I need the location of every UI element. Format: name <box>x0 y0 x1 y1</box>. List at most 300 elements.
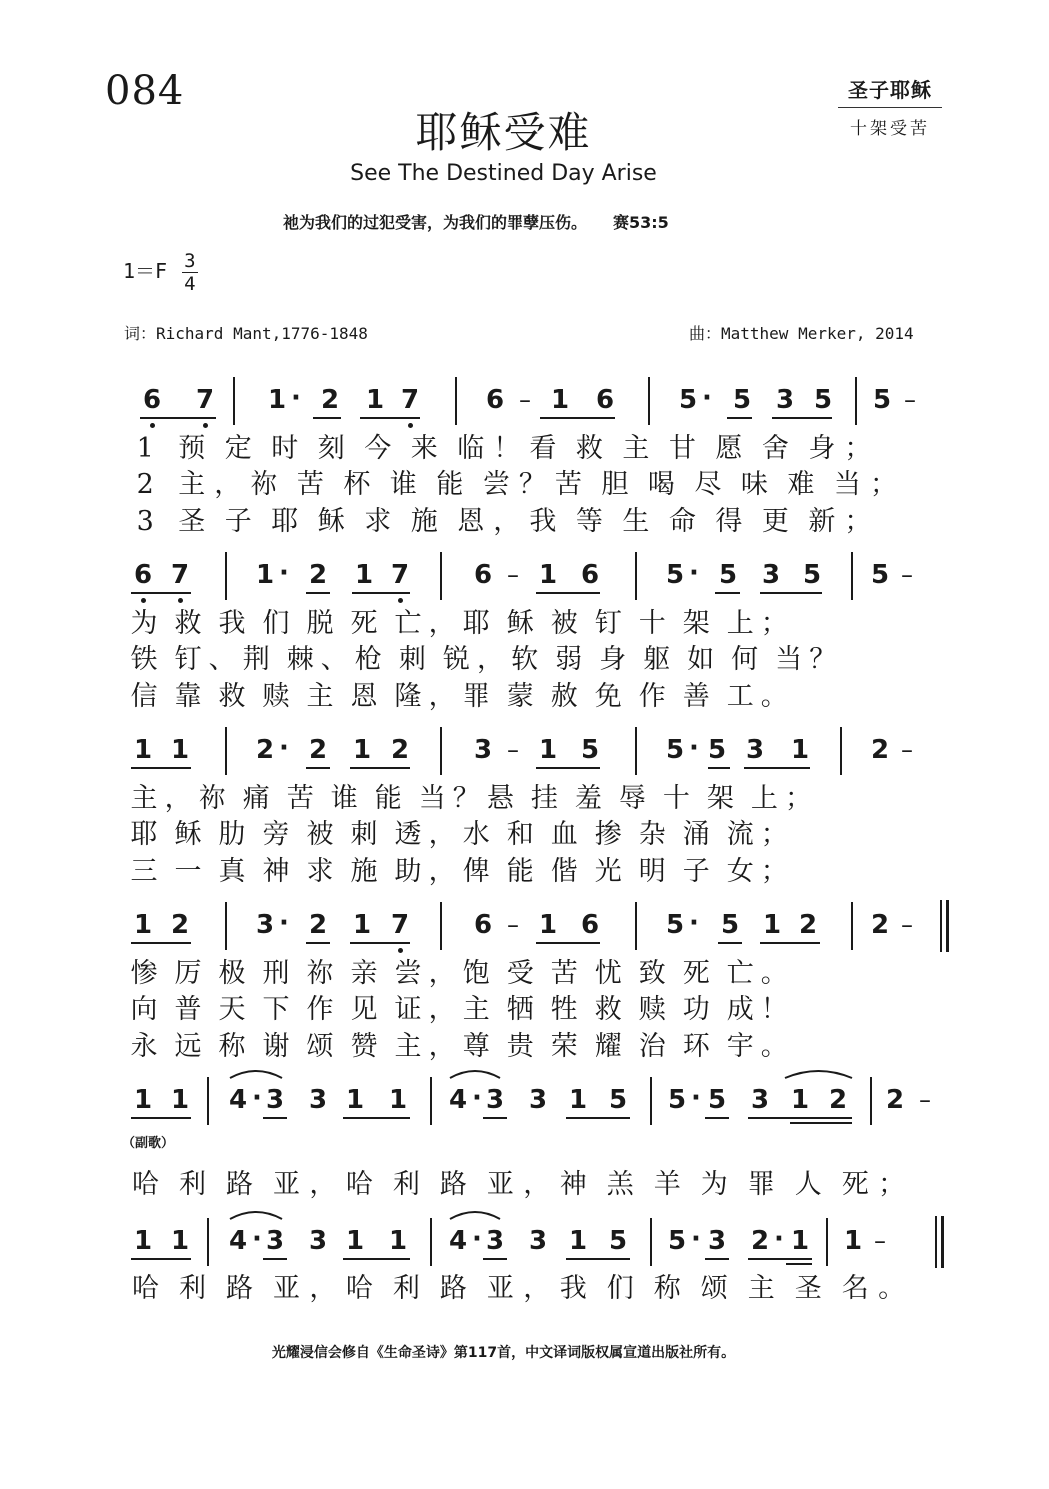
lyric-char: 女 <box>726 856 754 887</box>
note: 3 <box>750 1085 770 1115</box>
lyric-char: 等 <box>575 506 603 537</box>
note: 4 <box>448 1226 468 1256</box>
lyric-char: ， <box>428 1031 456 1062</box>
note: 3 <box>707 1226 727 1256</box>
lyric-char: ！ <box>760 994 788 1025</box>
lyric-char: ； <box>878 1169 906 1200</box>
lyric-char: 牺 <box>506 994 534 1025</box>
lyric-char: ， <box>428 958 456 989</box>
lyric-char: 主 <box>622 433 650 464</box>
lyric-char: 下 <box>262 994 290 1025</box>
slur-arc <box>230 1071 282 1078</box>
lyric-char: 治 <box>638 1031 666 1062</box>
lyric-char: 味 <box>740 469 768 500</box>
lyric-char: 悬 <box>486 783 514 814</box>
lyric-char: 亚 <box>273 1273 300 1304</box>
note: 4 <box>228 1085 248 1115</box>
lyric-char: 我 <box>218 608 246 639</box>
note: 3 <box>308 1226 328 1256</box>
lyric-char: ； <box>760 856 788 887</box>
lyric-char: 宇 <box>726 1031 754 1062</box>
note: 2 <box>308 735 328 765</box>
lyric-char: ， <box>428 608 456 639</box>
lyric-char: 尊 <box>462 1031 490 1062</box>
lyric-char: ， <box>428 681 456 712</box>
time-top: 3 <box>184 250 196 272</box>
lyric-char: ， <box>309 1169 337 1200</box>
augmentation-dot: · <box>252 1224 262 1254</box>
lyric-char: 靠 <box>174 681 202 712</box>
lyric-char: 罪 <box>462 681 490 712</box>
category-main: 圣子耶稣 <box>838 74 942 108</box>
lyric-char: 定 <box>224 433 252 464</box>
note: 1 <box>170 1085 190 1115</box>
lyric-char: 主 <box>462 994 490 1025</box>
lyric-char: 远 <box>174 1031 202 1062</box>
lyric-char: 蒙 <box>506 681 534 712</box>
lyric-char: 主 <box>306 681 334 712</box>
note: 1 <box>388 1085 408 1115</box>
lyric-char: 被 <box>550 608 578 639</box>
lyric-char: 今 <box>364 433 392 464</box>
lyric-char: 贵 <box>506 1031 534 1062</box>
augmentation-dot: · <box>689 908 699 938</box>
lyric-char: 上 <box>726 608 754 639</box>
note: 6 <box>142 385 162 415</box>
lyric-char: 谁 <box>389 469 417 500</box>
augmentation-dot: · <box>472 1083 482 1113</box>
lyric-char: 利 <box>392 1273 420 1304</box>
lyric-char: 苦 <box>296 469 324 500</box>
lyric-char: 主 <box>178 469 206 500</box>
lyric-char: 十 <box>662 783 690 814</box>
lyric-char: 羊 <box>653 1169 681 1200</box>
note: 1 <box>170 1226 190 1256</box>
lyric-char: 水 <box>462 819 490 850</box>
lyric-char: ， <box>214 469 242 500</box>
augmentation-dot: · <box>691 1224 701 1254</box>
lyric-char: 为 <box>130 608 158 639</box>
time-bottom: 4 <box>184 273 196 295</box>
augmentation-dot: · <box>689 558 699 588</box>
lyric-char: 铁 <box>130 644 158 675</box>
lyric-char: 当 <box>775 644 803 675</box>
augmentation-dot: · <box>279 558 289 588</box>
lyric-char: 旁 <box>262 819 290 850</box>
lyric-char: 架 <box>706 783 734 814</box>
note: 3 <box>485 1085 505 1115</box>
lyric-char: 2 <box>136 469 154 500</box>
lyric-char: 颂 <box>306 1031 334 1062</box>
lyric-char: 哈 <box>132 1273 159 1304</box>
lyric-char: ， <box>523 1169 551 1200</box>
lyric-char: 架 <box>682 608 710 639</box>
lyric-char: 救 <box>594 994 622 1025</box>
note: 2 <box>170 910 190 940</box>
note: 3 <box>308 1085 328 1115</box>
note-dash: – <box>507 911 519 939</box>
lyric-char: 愿 <box>715 433 743 464</box>
lyric-char: 锐 <box>442 644 470 675</box>
lyric-char: 时 <box>271 433 299 464</box>
note: 1 <box>790 735 810 765</box>
lyric-char: 信 <box>130 681 158 712</box>
lyric-char: 亡 <box>394 608 422 639</box>
lyric-char: 软 <box>511 644 539 675</box>
lyric-char: 稣 <box>174 819 202 850</box>
augmentation-dot: · <box>774 1224 784 1254</box>
lyric-char: 恩 <box>457 506 485 537</box>
lyric-char: 施 <box>350 856 378 887</box>
lyric-char: 命 <box>668 506 696 537</box>
lyric-char: 苦 <box>286 783 314 814</box>
lyric-char: 耶 <box>462 608 490 639</box>
note: 1 <box>568 1226 588 1256</box>
note: 2 <box>390 735 410 765</box>
lyric-char: 挂 <box>530 783 558 814</box>
lyric-char: 能 <box>506 856 534 887</box>
lyric-char: 能 <box>374 783 402 814</box>
note: 2 <box>885 1085 905 1115</box>
lyric-char: 预 <box>178 433 206 464</box>
note: 2 <box>798 910 818 940</box>
title-chinese: 耶稣受难 <box>415 108 592 157</box>
note: 1 <box>133 910 153 940</box>
lyric-char: 一 <box>174 856 202 887</box>
note: 1 <box>133 735 153 765</box>
note: 2 <box>828 1085 848 1115</box>
lyric-char: 称 <box>218 1031 246 1062</box>
lyric-char: 忧 <box>594 958 622 989</box>
lyric-char: 免 <box>594 681 622 712</box>
lyric-char: 们 <box>262 608 290 639</box>
lyric-char: 善 <box>682 681 710 712</box>
note: 2 <box>320 385 340 415</box>
lyric-char: ， <box>309 1273 337 1304</box>
note-dash: – <box>919 1086 931 1114</box>
note: 2 <box>870 735 890 765</box>
lyric-char: 身 <box>808 433 836 464</box>
note: 5 <box>580 735 600 765</box>
augmentation-dot: · <box>279 733 289 763</box>
lyric-char: 死 <box>350 608 378 639</box>
lyric-char: 苦 <box>554 469 582 500</box>
lyric-char: 羔 <box>606 1169 634 1200</box>
lyric-char: 神 <box>262 856 290 887</box>
lyric-char: 血 <box>550 819 578 850</box>
note: 5 <box>678 385 698 415</box>
note: 3 <box>265 1226 285 1256</box>
note: 1 <box>790 1226 810 1256</box>
augmentation-dot: · <box>252 1083 262 1113</box>
note: 2 <box>308 560 328 590</box>
lyric-char: 赎 <box>638 994 666 1025</box>
note: 5 <box>667 1226 687 1256</box>
lyric-char: 稣 <box>506 608 534 639</box>
note: 1 <box>345 1226 365 1256</box>
lyric-char: 身 <box>599 644 627 675</box>
lyric-char: ， <box>164 783 192 814</box>
lyric-char: 圣 <box>794 1273 822 1304</box>
hymn-number: 084 <box>105 68 185 114</box>
note-dash: – <box>507 736 519 764</box>
augmentation-dot: · <box>702 383 712 413</box>
lyric-char: 荆 <box>242 644 270 675</box>
note-dash: – <box>901 561 913 589</box>
lyric-char: 得 <box>715 506 743 537</box>
lyric-char: 厉 <box>174 958 202 989</box>
lyric-char: 亚 <box>273 1169 300 1200</box>
lyric-char: 成 <box>726 994 754 1025</box>
lyric-char: 刺 <box>398 644 426 675</box>
scripture-text: 祂为我们的过犯受害，为我们的罪孽压伤。 <box>283 213 588 232</box>
lyric-char: 普 <box>174 994 202 1025</box>
lyric-char: 躯 <box>643 644 671 675</box>
lyric-char: 刺 <box>350 819 378 850</box>
lyric-char: 偕 <box>550 856 578 887</box>
lyric-char: 如 <box>687 644 715 675</box>
lyric-char: ， <box>428 994 456 1025</box>
lyric-char: 救 <box>218 681 246 712</box>
lyric-char: 涌 <box>682 819 710 850</box>
lyric-char: 刑 <box>262 958 290 989</box>
note: 5 <box>665 560 685 590</box>
note: 1 <box>345 1085 365 1115</box>
lyric-char: 透 <box>394 819 422 850</box>
lyric-char: 光 <box>594 856 622 887</box>
lyric-char: 杂 <box>638 819 666 850</box>
lyric-char: 牲 <box>550 994 578 1025</box>
note: 1 <box>354 560 374 590</box>
lyric-char: 上 <box>750 783 778 814</box>
lyric-char: 3 <box>136 506 154 537</box>
lyric-char: ！ <box>493 433 521 464</box>
lyric-char: 隆 <box>394 681 422 712</box>
lyric-char: 们 <box>606 1273 634 1304</box>
augmentation-dot: · <box>691 1083 701 1113</box>
lyric-char: 当 <box>833 469 861 500</box>
lyric-char: 路 <box>439 1169 467 1200</box>
lyric-char: 胆 <box>601 469 629 500</box>
note: 5 <box>707 735 727 765</box>
lyric-char: 临 <box>457 433 485 464</box>
note: 1 <box>790 1085 810 1115</box>
note: 5 <box>608 1226 628 1256</box>
note: 7 <box>400 385 420 415</box>
lyric-char: 生 <box>622 506 650 537</box>
lyric-char: 称 <box>653 1273 681 1304</box>
lyric-char: 杯 <box>343 469 371 500</box>
lyric-char: 。 <box>760 681 788 712</box>
lyric-char: 作 <box>306 994 334 1025</box>
note: 7 <box>390 910 410 940</box>
lyric-char: 神 <box>559 1169 587 1200</box>
lyric-char: 救 <box>174 608 202 639</box>
lyric-char: ； <box>760 819 788 850</box>
lyric-char: 难 <box>787 469 815 500</box>
lyric-char: ； <box>844 506 872 537</box>
slur-arc <box>230 1212 282 1219</box>
note: 7 <box>390 560 410 590</box>
lyric-char: 钉 <box>174 644 202 675</box>
lyric-char: 向 <box>130 994 158 1025</box>
note: 1 <box>365 385 385 415</box>
lyric-char: 环 <box>682 1031 710 1062</box>
lyric-char: 耀 <box>594 1031 622 1062</box>
lyric-char: 谢 <box>262 1031 290 1062</box>
lyric-char: 。 <box>878 1273 906 1304</box>
lyric-char: 工 <box>726 681 754 712</box>
note: 3 <box>528 1085 548 1115</box>
lyric-char: 1 <box>136 433 154 464</box>
note: 6 <box>473 910 493 940</box>
lyric-char: 证 <box>394 994 422 1025</box>
lyric-char: 恩 <box>350 681 378 712</box>
lyric-char: 来 <box>410 433 438 464</box>
lyric-char: 求 <box>364 506 392 537</box>
note: 1 <box>843 1226 863 1256</box>
lyric-char: ； <box>869 469 897 500</box>
note: 1 <box>568 1085 588 1115</box>
lyric-char: 惨 <box>130 958 158 989</box>
lyric-char: 利 <box>392 1169 420 1200</box>
note: 6 <box>580 560 600 590</box>
title-english: See The Destined Day Arise <box>350 161 657 186</box>
note: 5 <box>665 910 685 940</box>
lyric-char: 极 <box>218 958 246 989</box>
lyric-char: 亲 <box>350 958 378 989</box>
note: 1 <box>388 1226 408 1256</box>
lyric-char: 主 <box>747 1273 775 1304</box>
lyric-char: 稣 <box>317 506 345 537</box>
note: 3 <box>775 385 795 415</box>
note: 3 <box>473 735 493 765</box>
lyric-char: 主 <box>394 1031 422 1062</box>
lyric-char: 辱 <box>618 783 646 814</box>
note: 5 <box>667 1085 687 1115</box>
lyric-char: 赦 <box>550 681 578 712</box>
lyric-char: 苦 <box>550 958 578 989</box>
lyric-char: 痛 <box>242 783 270 814</box>
lyric-char: ？ <box>809 644 837 675</box>
lyric-char: ， <box>477 644 504 675</box>
note-dash: – <box>874 1227 886 1255</box>
lyric-char: ？ <box>452 783 480 814</box>
lyric-char: 弱 <box>555 644 583 675</box>
lyric-char: 当 <box>418 783 446 814</box>
category-sub: 十架受苦 <box>850 119 930 139</box>
lyric-char: 刻 <box>317 433 345 464</box>
copyright-footer: 光耀浸信会修自《生命圣诗》第117首，中文译词版权属宣道出版社所有。 <box>271 1345 736 1361</box>
lyric-char: 羞 <box>574 783 602 814</box>
note: 2 <box>870 910 890 940</box>
note: 1 <box>133 1085 153 1115</box>
note: 1 <box>255 560 275 590</box>
note: 6 <box>473 560 493 590</box>
lyric-char: 和 <box>506 819 534 850</box>
lyric-char: 饱 <box>462 958 490 989</box>
slur-arc <box>785 1071 852 1078</box>
augmentation-dot: · <box>291 383 301 413</box>
augmentation-dot: · <box>279 908 289 938</box>
lyric-char: 被 <box>306 819 334 850</box>
note: 1 <box>538 910 558 940</box>
lyric-char: 颂 <box>700 1273 728 1304</box>
lyric-char: 俾 <box>462 856 490 887</box>
lyric-char: 赞 <box>350 1031 378 1062</box>
lyric-char: 救 <box>575 433 603 464</box>
lyric-char: 罪 <box>747 1169 775 1200</box>
slur-arc <box>450 1071 500 1078</box>
lyric-char: 明 <box>638 856 666 887</box>
note: 7 <box>170 560 190 590</box>
note: 1 <box>352 910 372 940</box>
note: 2 <box>308 910 328 940</box>
lyric-char: 施 <box>410 506 438 537</box>
lyric-char: 路 <box>439 1273 467 1304</box>
note-dash: – <box>507 561 519 589</box>
lyric-char: 棘 <box>286 644 314 675</box>
lyric-char: 亚 <box>486 1273 514 1304</box>
note-dash: – <box>904 386 916 414</box>
lyric-char: 亡 <box>726 958 754 989</box>
lyric-char: 三 <box>130 856 158 887</box>
note: 1 <box>538 560 558 590</box>
note: 3 <box>255 910 275 940</box>
scripture-reference: 赛53:5 <box>613 213 669 232</box>
lyric-char: 喝 <box>647 469 675 500</box>
lyric-char: 祢 <box>250 469 278 500</box>
note: 1 <box>267 385 287 415</box>
lyric-char: 。 <box>760 958 788 989</box>
lyric-char: ？ <box>518 469 546 500</box>
note: 1 <box>550 385 570 415</box>
note: 2 <box>750 1226 770 1256</box>
lyric-char: 枪 <box>354 644 382 675</box>
lyric-char: 掺 <box>594 819 622 850</box>
lyric-char: 脱 <box>306 608 334 639</box>
lyric-char: ； <box>760 608 788 639</box>
lyric-char: 钉 <box>594 608 622 639</box>
note: 5 <box>813 385 833 415</box>
lyric-char: 赎 <box>262 681 290 712</box>
note: 1 <box>762 910 782 940</box>
note: 5 <box>720 910 740 940</box>
lyric-char: 我 <box>529 506 557 537</box>
lyric-char: 路 <box>226 1273 253 1304</box>
lyricist-credit: 词：Richard Mant,1776-1848 <box>124 324 368 343</box>
lyric-char: 祢 <box>306 958 334 989</box>
lyric-char: 肋 <box>218 819 246 850</box>
lyric-char: 哈 <box>132 1169 159 1200</box>
lyric-char: 天 <box>218 994 246 1025</box>
lyric-char: 利 <box>179 1169 206 1200</box>
lyric-char: 祢 <box>198 783 226 814</box>
note: 5 <box>872 385 892 415</box>
lyric-char: 真 <box>218 856 246 887</box>
lyric-char: 子 <box>682 856 710 887</box>
note: 3 <box>528 1226 548 1256</box>
note: 1 <box>352 735 372 765</box>
note: 6 <box>485 385 505 415</box>
note: 6 <box>595 385 615 415</box>
note: 4 <box>448 1085 468 1115</box>
note: 5 <box>707 1085 727 1115</box>
key-label: 1＝F <box>123 259 168 283</box>
lyric-char: 谁 <box>330 783 358 814</box>
lyric-char: 死 <box>682 958 710 989</box>
lyric-char: 圣 <box>178 506 206 537</box>
